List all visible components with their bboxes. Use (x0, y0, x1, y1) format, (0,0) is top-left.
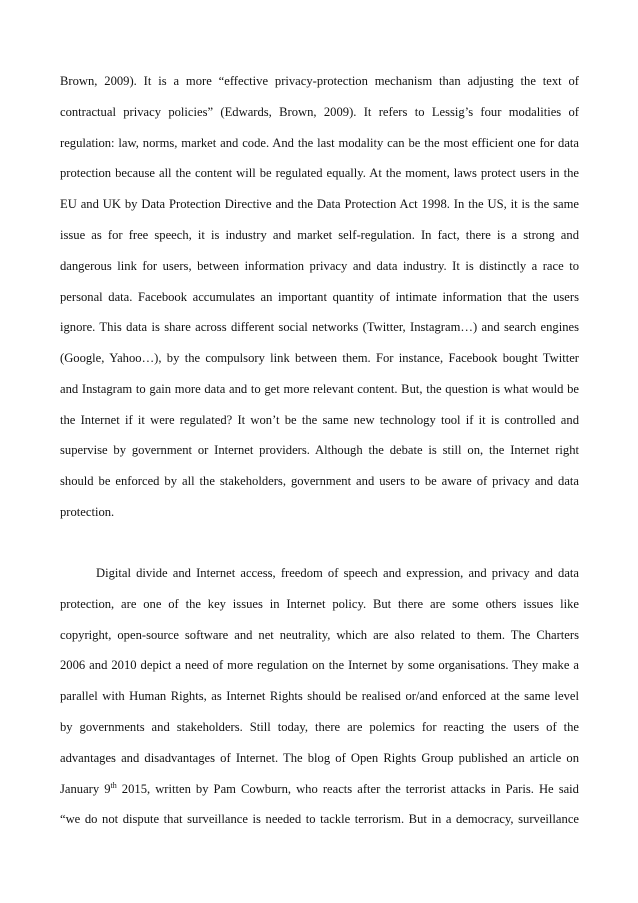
text-line: regulation: law, norms, market and code. And the last modality can be the most efficient one for data (60, 136, 579, 150)
text-line: EU and UK by Data Protection Directive and the Data Protection Act 1998. In the US, it is the same (60, 197, 579, 211)
text-line: parallel with Human Rights, as Internet Rights should be realised or/and enforced at the same level (60, 689, 579, 703)
text-line: protection. (60, 505, 115, 519)
text-line: issue as for free speech, it is industry and market self-regulation. In fact, there is a strong and (60, 228, 579, 242)
text-line: should be enforced by all the stakeholders, government and users to be aware of privacy and data (60, 474, 579, 488)
text-line: copyright, open-source software and net neutrality, which are also related to them. The Charters (60, 628, 579, 642)
text-line (60, 781, 579, 797)
text-segment: 2015, written by Pam Cowburn, who reacts after the terrorist attacks in Paris. He said (116, 782, 579, 796)
text-line: protection because all the content will be regulated equally. At the moment, laws protect users in the (60, 166, 579, 180)
text-line: (Google, Yahoo…), by the compulsory link between them. For instance, Facebook bought Twitter (60, 351, 579, 365)
text-segment: January 9 (60, 782, 111, 796)
text-line: and Instagram to gain more data and to get more relevant content. But, the question is what would be (60, 382, 579, 396)
text-line: advantages and disadvantages of Internet. The blog of Open Rights Group published an article on (60, 751, 579, 765)
text-line: supervise by government or Internet providers. Although the debate is still on, the Internet right (60, 443, 579, 457)
text-line: the Internet if it were regulated? It won’t be the same new technology tool if it is controlled and (60, 413, 579, 427)
ordinal-suffix: th (110, 780, 117, 790)
text-line: “we do not dispute that surveillance is needed to tackle terrorism. But in a democracy, surveillance (60, 812, 579, 826)
text-line: 2006 and 2010 depict a need of more regulation on the Internet by some organisations. They make a (60, 658, 579, 672)
text-line: contractual privacy policies” (Edwards, Brown, 2009). It refers to Lessig’s four modalities of (60, 105, 579, 119)
text-line: Brown, 2009). It is a more “effective privacy-protection mechanism than adjusting the text of (60, 74, 579, 88)
text-line: personal data. Facebook accumulates an important quantity of intimate information that the users (60, 290, 579, 304)
text-line: ignore. This data is share across different social networks (Twitter, Instagram…) and search engines (60, 320, 579, 334)
text-line: by governments and stakeholders. Still today, there are polemics for reacting the users of the (60, 720, 579, 734)
text-line: dangerous link for users, between information privacy and data industry. It is distinctly a race to (60, 259, 579, 273)
text-line: Digital divide and Internet access, freedom of speech and expression, and privacy and data (96, 566, 579, 580)
text-line: protection, are one of the key issues in Internet policy. But there are some others issues like (60, 597, 579, 611)
